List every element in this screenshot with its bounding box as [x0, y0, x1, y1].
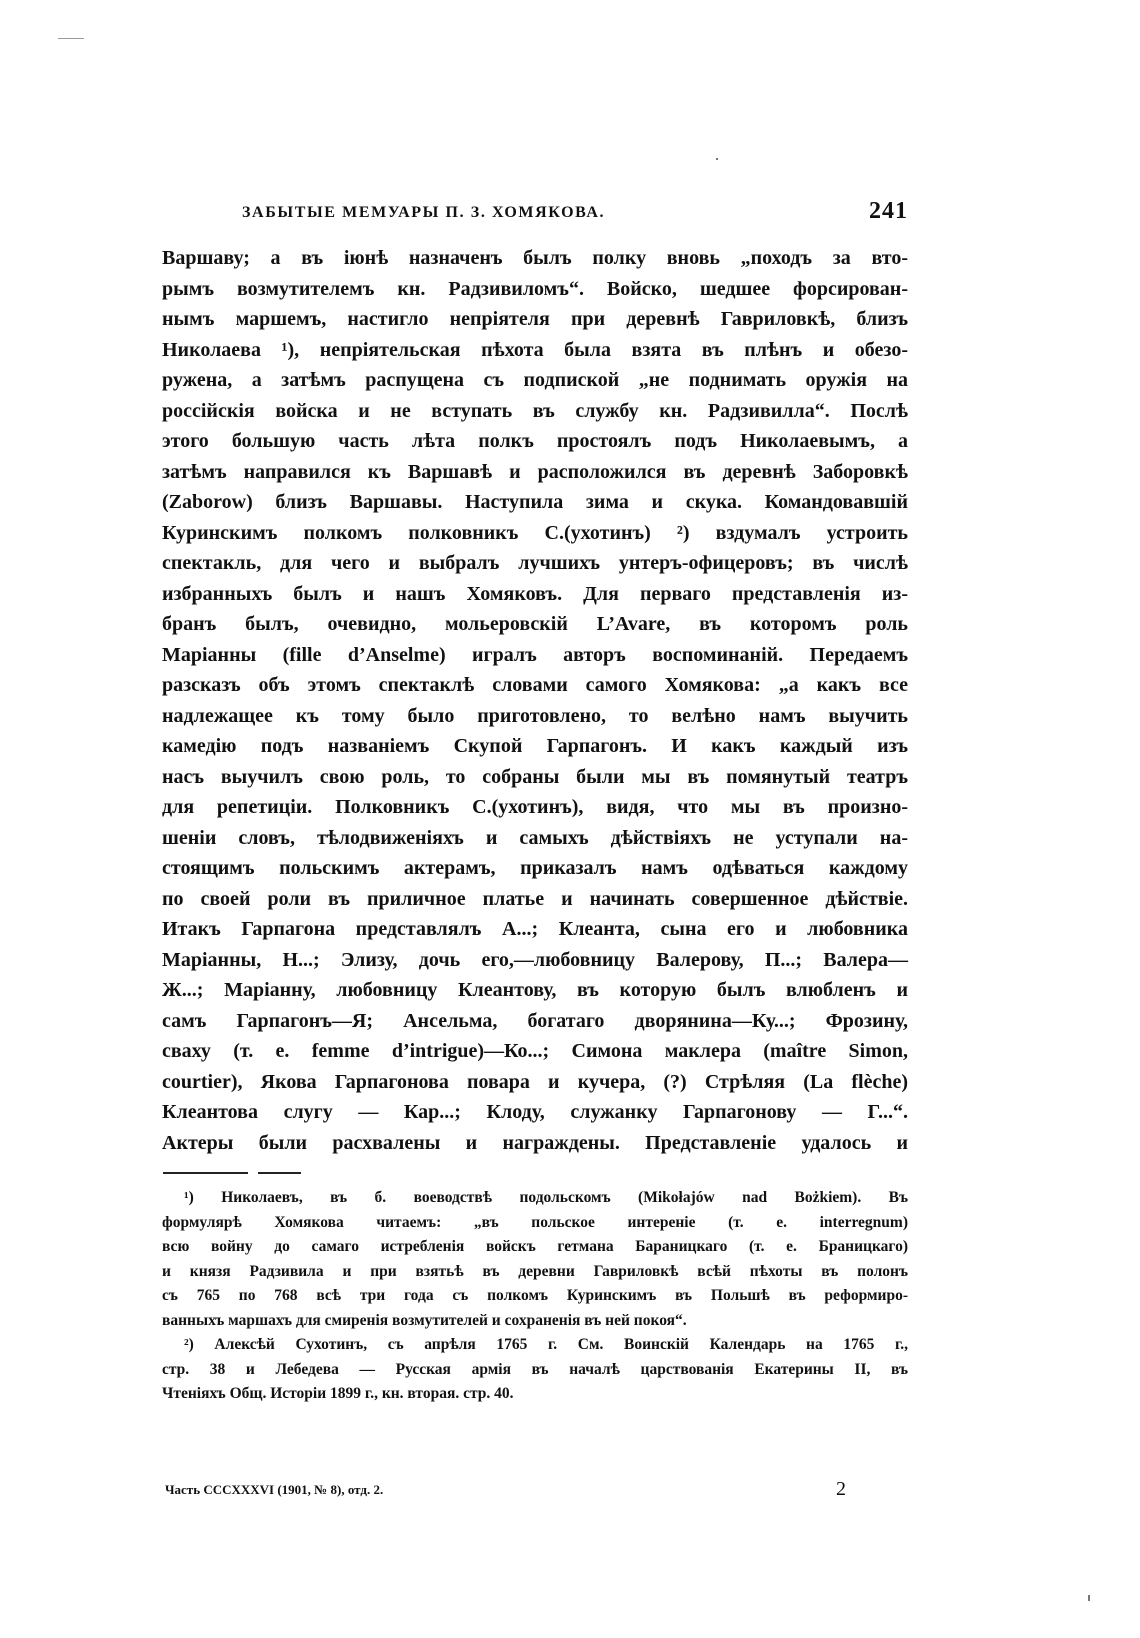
text-line: разсказъ объ этомъ спектаклѣ словами самого Хомякова: „а какъ все [162, 674, 908, 696]
footnote-line: ванныхъ маршахъ для смиренія возмутителей и сохраненія въ ней покоя“. [162, 1311, 687, 1329]
text-line: Куринскимъ полкомъ полковникъ С.(ухотинъ) ²) вздумалъ устроить [162, 521, 908, 544]
text-line: нымъ маршемъ, настигло непріятеля при деревнѣ Гавриловкѣ, близъ [162, 308, 908, 330]
text-line: Ж...; Маріанну, любовницу Клеантову, въ которую былъ влюбленъ и [162, 979, 908, 1001]
text-line: стоящимъ польскимъ актерамъ, приказалъ намъ одѣваться каждому [162, 857, 908, 879]
text-line: бранъ былъ, очевидно, мольеровскій L’Avare, въ которомъ роль [162, 613, 908, 635]
footnote-line: ²) Алексѣй Сухотинъ, съ апрѣля 1765 г. См. Воинскій Календарь на 1765 г., [184, 1336, 908, 1353]
text-line: россійскія войска и не вступать въ службу кн. Радзивилла“. Послѣ [162, 399, 908, 422]
main-text [162, 243, 908, 1158]
signature-mark: 2 [836, 1478, 846, 1500]
text-line: для репетиціи. Полковникъ С.(ухотинъ), видя, что мы въ произно- [162, 796, 908, 818]
text-line: Николаева ¹), непріятельская пѣхота была взята въ плѣнъ и обезо- [162, 338, 908, 361]
text-line: (Zaborow) близъ Варшавы. Наступила зима и скука. Командовавшій [162, 491, 908, 513]
text-line: Актеры были расхвалены и награждены. Представленіе удалось и [162, 1131, 908, 1154]
text-line: спектакль, для чего и выбралъ лучшихъ унтеръ-офицеровъ; въ числѣ [162, 552, 908, 574]
text-line: Клеантова слугу — Кар...; Клоду, служанку Гарпагонову — Г...“. [162, 1101, 908, 1123]
text-line: насъ выучилъ свою роль, то собраны были мы въ помянутый театръ [162, 765, 908, 788]
page-header [162, 198, 908, 228]
footnote-line: ¹) Николаевъ, въ б. воеводствѣ подольскомъ (Mikołajów nad Bożkiem). Въ [184, 1189, 908, 1206]
text-line: затѣмъ направился къ Варшавѣ и расположился въ деревнѣ Заборовкѣ [162, 460, 908, 483]
scan-artifact-dot [716, 158, 718, 160]
footnote-line: съ 765 по 768 всѣ три года съ полкомъ Куринскимъ въ Польшѣ въ реформиро- [162, 1287, 908, 1304]
page-number: 241 [869, 198, 908, 224]
text-line: Итакъ Гарпагона представлялъ А...; Клеанта, сына его и любовника [162, 918, 908, 940]
footnote-separator-gap [248, 1171, 258, 1175]
footnote-line: формулярѣ Хомякова читаемъ: „въ польское интереніе (т. е. interregnum) [162, 1213, 908, 1231]
text-line: камедію подъ названіемъ Скупой Гарпагонъ. И какъ каждый изъ [162, 735, 908, 757]
footnote-line: стр. 38 и Лебедева — Русская армія въ началѣ царствованія Екатерины II, въ [162, 1360, 908, 1378]
footnote-line: всю войну до самаго истребленія войскъ гетмана Бараницкаго (т. е. Браницкаго) [162, 1238, 908, 1255]
text-line: шеніи словъ, тѣлодвиженіяхъ и самыхъ дѣйствіяхъ не уступали на- [162, 826, 908, 849]
text-line: по своей роли въ приличное платье и начинать совершенное дѣйствіе. [162, 887, 908, 910]
text-line: избранныхъ былъ и нашъ Хомяковъ. Для перваго представленія из- [162, 582, 908, 605]
footnote-line: Чтеніяхъ Общ. Исторіи 1899 г., кн. вторая. стр. 40. [162, 1385, 514, 1402]
footnotes [162, 1186, 908, 1407]
running-title: ЗАБЫТЫЕ МЕМУАРЫ П. З. ХОМЯКОВА. [242, 204, 606, 221]
text-line: Варшаву; а въ іюнѣ назначенъ былъ полку вновь „походъ за вто- [162, 247, 908, 269]
text-line: Маріанны, Н...; Элизу, дочь его,—любовницу Валерову, П...; Валера— [162, 948, 908, 971]
text-line: сваху (т. е. femme d’intrigue)—Ко...; Симона маклера (maître Simon, [162, 1040, 908, 1062]
signature-line: Часть CCCXXXVI (1901, № 8), отд. 2. [165, 1482, 384, 1497]
text-line: этого большую часть лѣта полкъ простоялъ подъ Николаевымъ, а [162, 430, 908, 452]
text-line: ружена, а затѣмъ распущена съ подпиской „не поднимать оружія на [162, 369, 908, 391]
footnote-line: и князя Радзивила и при взятьѣ въ деревни Гавриловкѣ всѣй пѣхоты въ полонъ [162, 1262, 908, 1280]
text-line: Маріанны (fille d’Anselme) игралъ авторъ воспоминаній. Передаемъ [162, 643, 908, 666]
scan-artifact-mark [58, 38, 84, 39]
footnote-separator [163, 1172, 301, 1174]
text-line: courtier), Якова Гарпагонова повара и кучера, (?) Стрѣляя (La flèche) [162, 1070, 908, 1093]
text-line: рымъ возмутителемъ кн. Радзивиломъ“. Войско, шедшее форсирован- [162, 277, 908, 300]
page-footer [162, 1480, 908, 1506]
text-line: самъ Гарпагонъ—Я; Ансельма, богатаго дворянина—Ку...; Фрозину, [162, 1009, 908, 1032]
scan-artifact-mark [1088, 1595, 1090, 1601]
text-line: надлежащее къ тому было приготовлено, то велѣно намъ выучить [162, 704, 908, 727]
